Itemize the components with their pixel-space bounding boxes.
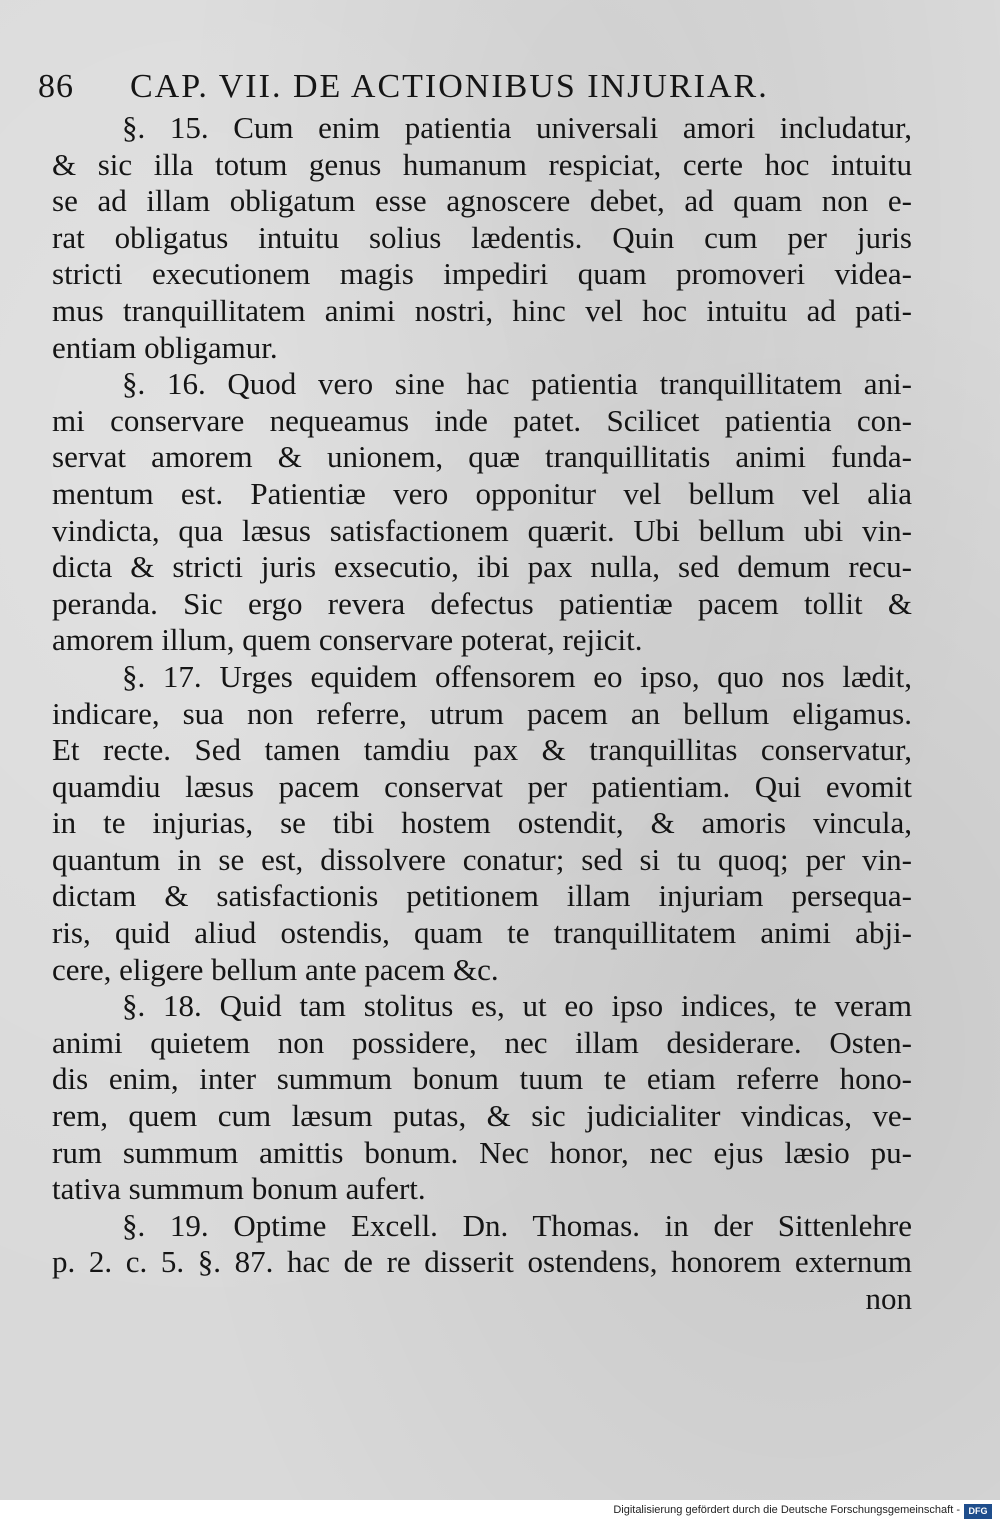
text-line: mentum est. Patientiæ vero opponitur vel bellum vel alia [52, 475, 912, 511]
text-line: mus tranquillitatem animi nostri, hinc vel hoc intuitu ad pati- [52, 292, 912, 328]
text-line: indicare, sua non referre, utrum pacem an bellum eligamus. [52, 695, 912, 731]
text-line: dictam & satisfactionis petitionem illam injuriam persequa- [52, 878, 912, 914]
text-line: §. 19. Optime Excell. Dn. Thomas. in der Sittenlehre [122, 1207, 912, 1243]
text-line: stricti executionem magis impediri quam promoveri videa- [52, 256, 912, 292]
text-line: non [865, 1281, 912, 1316]
text-line: rem, quem cum læsum putas, & sic judicialiter vindicas, ve- [52, 1098, 912, 1134]
text-line: peranda. Sic ergo revera defectus patientiæ pacem tollit & [52, 585, 912, 621]
text-line: §. 18. Quid tam stolitus es, ut eo ipso indices, te veram [122, 988, 912, 1024]
text-line: servat amorem & unionem, quæ tranquillitatis animi funda- [52, 439, 912, 475]
text-line: p. 2. c. 5. §. 87. hac de re disserit ostendens, honorem externum [52, 1244, 912, 1280]
text-line: rum summum amittis bonum. Nec honor, nec ejus læsio pu- [52, 1134, 912, 1170]
text-line: vindicta, qua læsus satisfactionem quærit. Ubi bellum ubi vin- [52, 512, 912, 548]
footer-credit: Digitalisierung gefördert durch die Deutsche Forschungsgemeinschaft - [613, 1504, 960, 1516]
text-line: Et recte. Sed tamen tamdiu pax & tranquillitas conservatur, [52, 732, 912, 768]
running-title: CAP. VII. DE ACTIONIBUS INJURIAR. [130, 68, 769, 105]
text-line: in te injurias, se tibi hostem ostendit, & amoris vincula, [52, 805, 912, 841]
body-text [52, 110, 912, 1318]
text-line: cere, eligere bellum ante pacem &c. [52, 951, 499, 987]
text-line: dis enim, inter summum bonum tuum te etiam referre hono- [52, 1061, 912, 1097]
dfg-logo: DFG [964, 1504, 992, 1519]
text-line: §. 16. Quod vero sine hac patientia tranquillitatem ani- [122, 366, 912, 402]
text-line: & sic illa totum genus humanum respiciat, certe hoc intuitu [52, 146, 912, 182]
text-line: se ad illam obligatum esse agnoscere debet, ad quam non e- [52, 183, 912, 219]
text-line: animi quietem non possidere, nec illam desiderare. Osten- [52, 1024, 912, 1060]
text-line: §. 15. Cum enim patientia universali amori includatur, [122, 110, 912, 145]
text-line: §. 17. Urges equidem offensorem eo ipso, quo nos lædit, [122, 658, 912, 694]
text-line: tativa summum bonum aufert. [52, 1171, 426, 1207]
footer-bar [0, 1500, 1000, 1523]
text-line: quantum in se est, dissolvere conatur; sed si tu quoq; per vin- [52, 841, 912, 877]
text-line: quamdiu læsus pacem conservat per patientiam. Qui evomit [52, 768, 912, 804]
text-line: dicta & stricti juris exsecutio, ibi pax nulla, sed demum recu- [52, 549, 912, 585]
page-header [38, 68, 918, 116]
text-line: amorem illum, quem conservare poterat, rejicit. [52, 622, 643, 658]
text-line: rat obligatus intuitu solius lædentis. Quin cum per juris [52, 219, 912, 255]
text-line: entiam obligamur. [52, 329, 278, 365]
page-number: 86 [38, 68, 74, 105]
text-line: mi conservare nequeamus inde patet. Scilicet patientia con- [52, 402, 912, 438]
text-line: ris, quid aliud ostendis, quam te tranquillitatem animi abji- [52, 915, 912, 951]
